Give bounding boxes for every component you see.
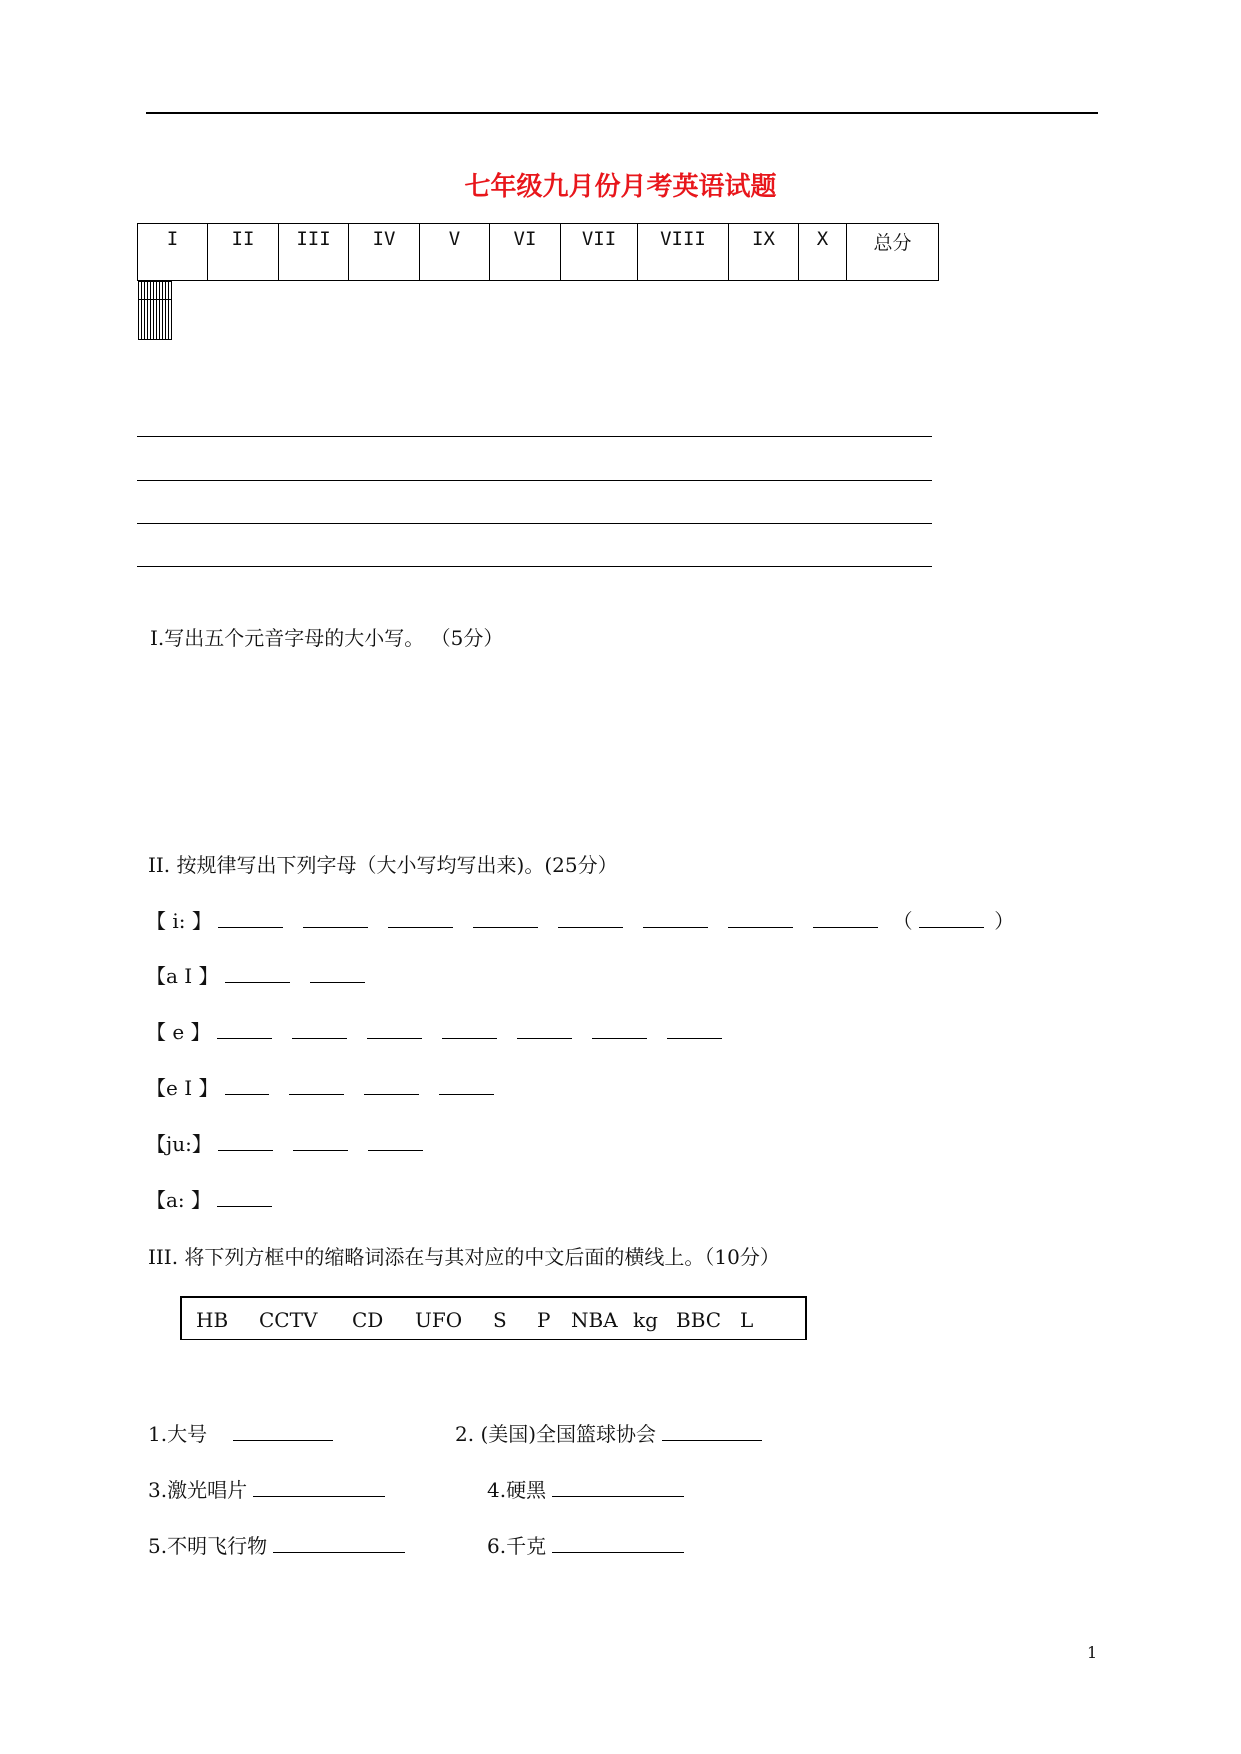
- writing-line[interactable]: [137, 480, 932, 481]
- abbreviation: UFO: [415, 1308, 463, 1332]
- match-item-6: [487, 1530, 684, 1559]
- item-label: 2. (美国)全国篮球协会: [455, 1422, 657, 1446]
- answer-blank[interactable]: [273, 1532, 405, 1553]
- abbreviation-box: [180, 1296, 807, 1340]
- score-header: VI: [490, 224, 561, 281]
- letter-blank[interactable]: [517, 1018, 572, 1039]
- score-header: V: [420, 224, 490, 281]
- match-item-1: [148, 1418, 333, 1447]
- letter-blank[interactable]: [473, 907, 538, 928]
- section1-heading: I.写出五个元音字母的大小写。 （5分）: [150, 626, 504, 650]
- letter-blank[interactable]: [218, 1130, 273, 1151]
- page-title: 七年级九月份月考英语试题: [464, 172, 777, 202]
- phonetic-label: 【ju:】: [146, 1132, 212, 1156]
- section3-heading: III. 将下列方框中的缩略词添在与其对应的中文后面的横线上。（10分）: [148, 1245, 780, 1269]
- score-header: X: [799, 224, 847, 281]
- score-cell-total[interactable]: [168, 282, 171, 340]
- match-item-2: [455, 1418, 762, 1447]
- section2-heading: II. 按规律写出下列字母（大小写均写出来)。(25分）: [148, 853, 618, 877]
- letter-row-i: [146, 905, 1014, 934]
- match-item-5: [148, 1530, 405, 1559]
- top-rule: [146, 112, 1098, 114]
- abbreviation: S: [493, 1308, 507, 1332]
- abbreviation: BBC: [676, 1308, 722, 1332]
- letter-blank[interactable]: [218, 907, 283, 928]
- letter-blank[interactable]: [368, 1130, 423, 1151]
- letter-blank[interactable]: [388, 907, 453, 928]
- letter-blank[interactable]: [442, 1018, 497, 1039]
- score-header: IX: [729, 224, 799, 281]
- phonetic-label: 【e I 】: [146, 1076, 219, 1100]
- letter-blank[interactable]: [293, 1130, 348, 1151]
- score-header: III: [279, 224, 349, 281]
- letter-blank[interactable]: [217, 1186, 272, 1207]
- score-table: [137, 223, 939, 304]
- phonetic-label: 【a I 】: [146, 964, 219, 988]
- answer-blank[interactable]: [253, 1476, 385, 1497]
- match-item-3: [148, 1474, 385, 1503]
- abbreviation: kg: [633, 1308, 658, 1332]
- letter-blank[interactable]: [364, 1074, 419, 1095]
- letter-blank[interactable]: [919, 907, 984, 928]
- score-header-total: 总分: [847, 224, 939, 281]
- item-label: 1.大号: [148, 1422, 208, 1446]
- score-header: I: [138, 224, 208, 281]
- letter-blank[interactable]: [292, 1018, 347, 1039]
- abbreviation: CD: [352, 1308, 384, 1332]
- score-header: VIII: [638, 224, 729, 281]
- letter-blank[interactable]: [289, 1074, 344, 1095]
- item-label: 4.硬黑: [487, 1478, 547, 1502]
- close-paren: ）: [994, 909, 1015, 933]
- writing-line[interactable]: [137, 566, 932, 567]
- score-header: IV: [349, 224, 420, 281]
- abbreviation: L: [740, 1308, 754, 1332]
- phonetic-label: 【a: 】: [146, 1188, 212, 1212]
- letter-blank[interactable]: [667, 1018, 722, 1039]
- letter-row-e: [146, 1016, 742, 1045]
- letter-blank[interactable]: [643, 907, 708, 928]
- letter-blank[interactable]: [303, 907, 368, 928]
- letter-blank[interactable]: [592, 1018, 647, 1039]
- letter-row-ai: [146, 960, 385, 989]
- answer-blank[interactable]: [552, 1476, 684, 1497]
- letter-blank[interactable]: [217, 1018, 272, 1039]
- letter-blank[interactable]: [225, 1074, 269, 1095]
- abbreviation: CCTV: [259, 1308, 318, 1332]
- item-label: 3.激光唱片: [148, 1478, 248, 1502]
- phonetic-label: 【 e 】: [146, 1020, 211, 1044]
- phonetic-label: 【 i: 】: [146, 909, 212, 933]
- score-header: II: [208, 224, 279, 281]
- open-paren: （: [892, 909, 913, 933]
- letter-blank[interactable]: [439, 1074, 494, 1095]
- answer-blank[interactable]: [552, 1532, 684, 1553]
- score-header: VII: [561, 224, 638, 281]
- letter-row-ju: [146, 1128, 443, 1157]
- abbreviation: P: [537, 1308, 551, 1332]
- abbreviation: HB: [196, 1308, 229, 1332]
- answer-blank[interactable]: [662, 1420, 762, 1441]
- letter-blank[interactable]: [225, 962, 290, 983]
- item-label: 6.千克: [487, 1534, 547, 1558]
- letter-blank[interactable]: [367, 1018, 422, 1039]
- letter-blank[interactable]: [558, 907, 623, 928]
- letter-blank[interactable]: [813, 907, 878, 928]
- letter-row-a: [146, 1184, 292, 1213]
- letter-blank[interactable]: [728, 907, 793, 928]
- letter-blank[interactable]: [310, 962, 365, 983]
- match-item-4: [487, 1474, 684, 1503]
- writing-line[interactable]: [137, 523, 932, 524]
- item-label: 5.不明飞行物: [148, 1534, 268, 1558]
- abbreviation: NBA: [571, 1308, 618, 1332]
- page-number: 1: [1087, 1643, 1098, 1662]
- letter-row-ei: [146, 1072, 514, 1101]
- answer-blank[interactable]: [233, 1420, 333, 1441]
- writing-line[interactable]: [137, 436, 932, 437]
